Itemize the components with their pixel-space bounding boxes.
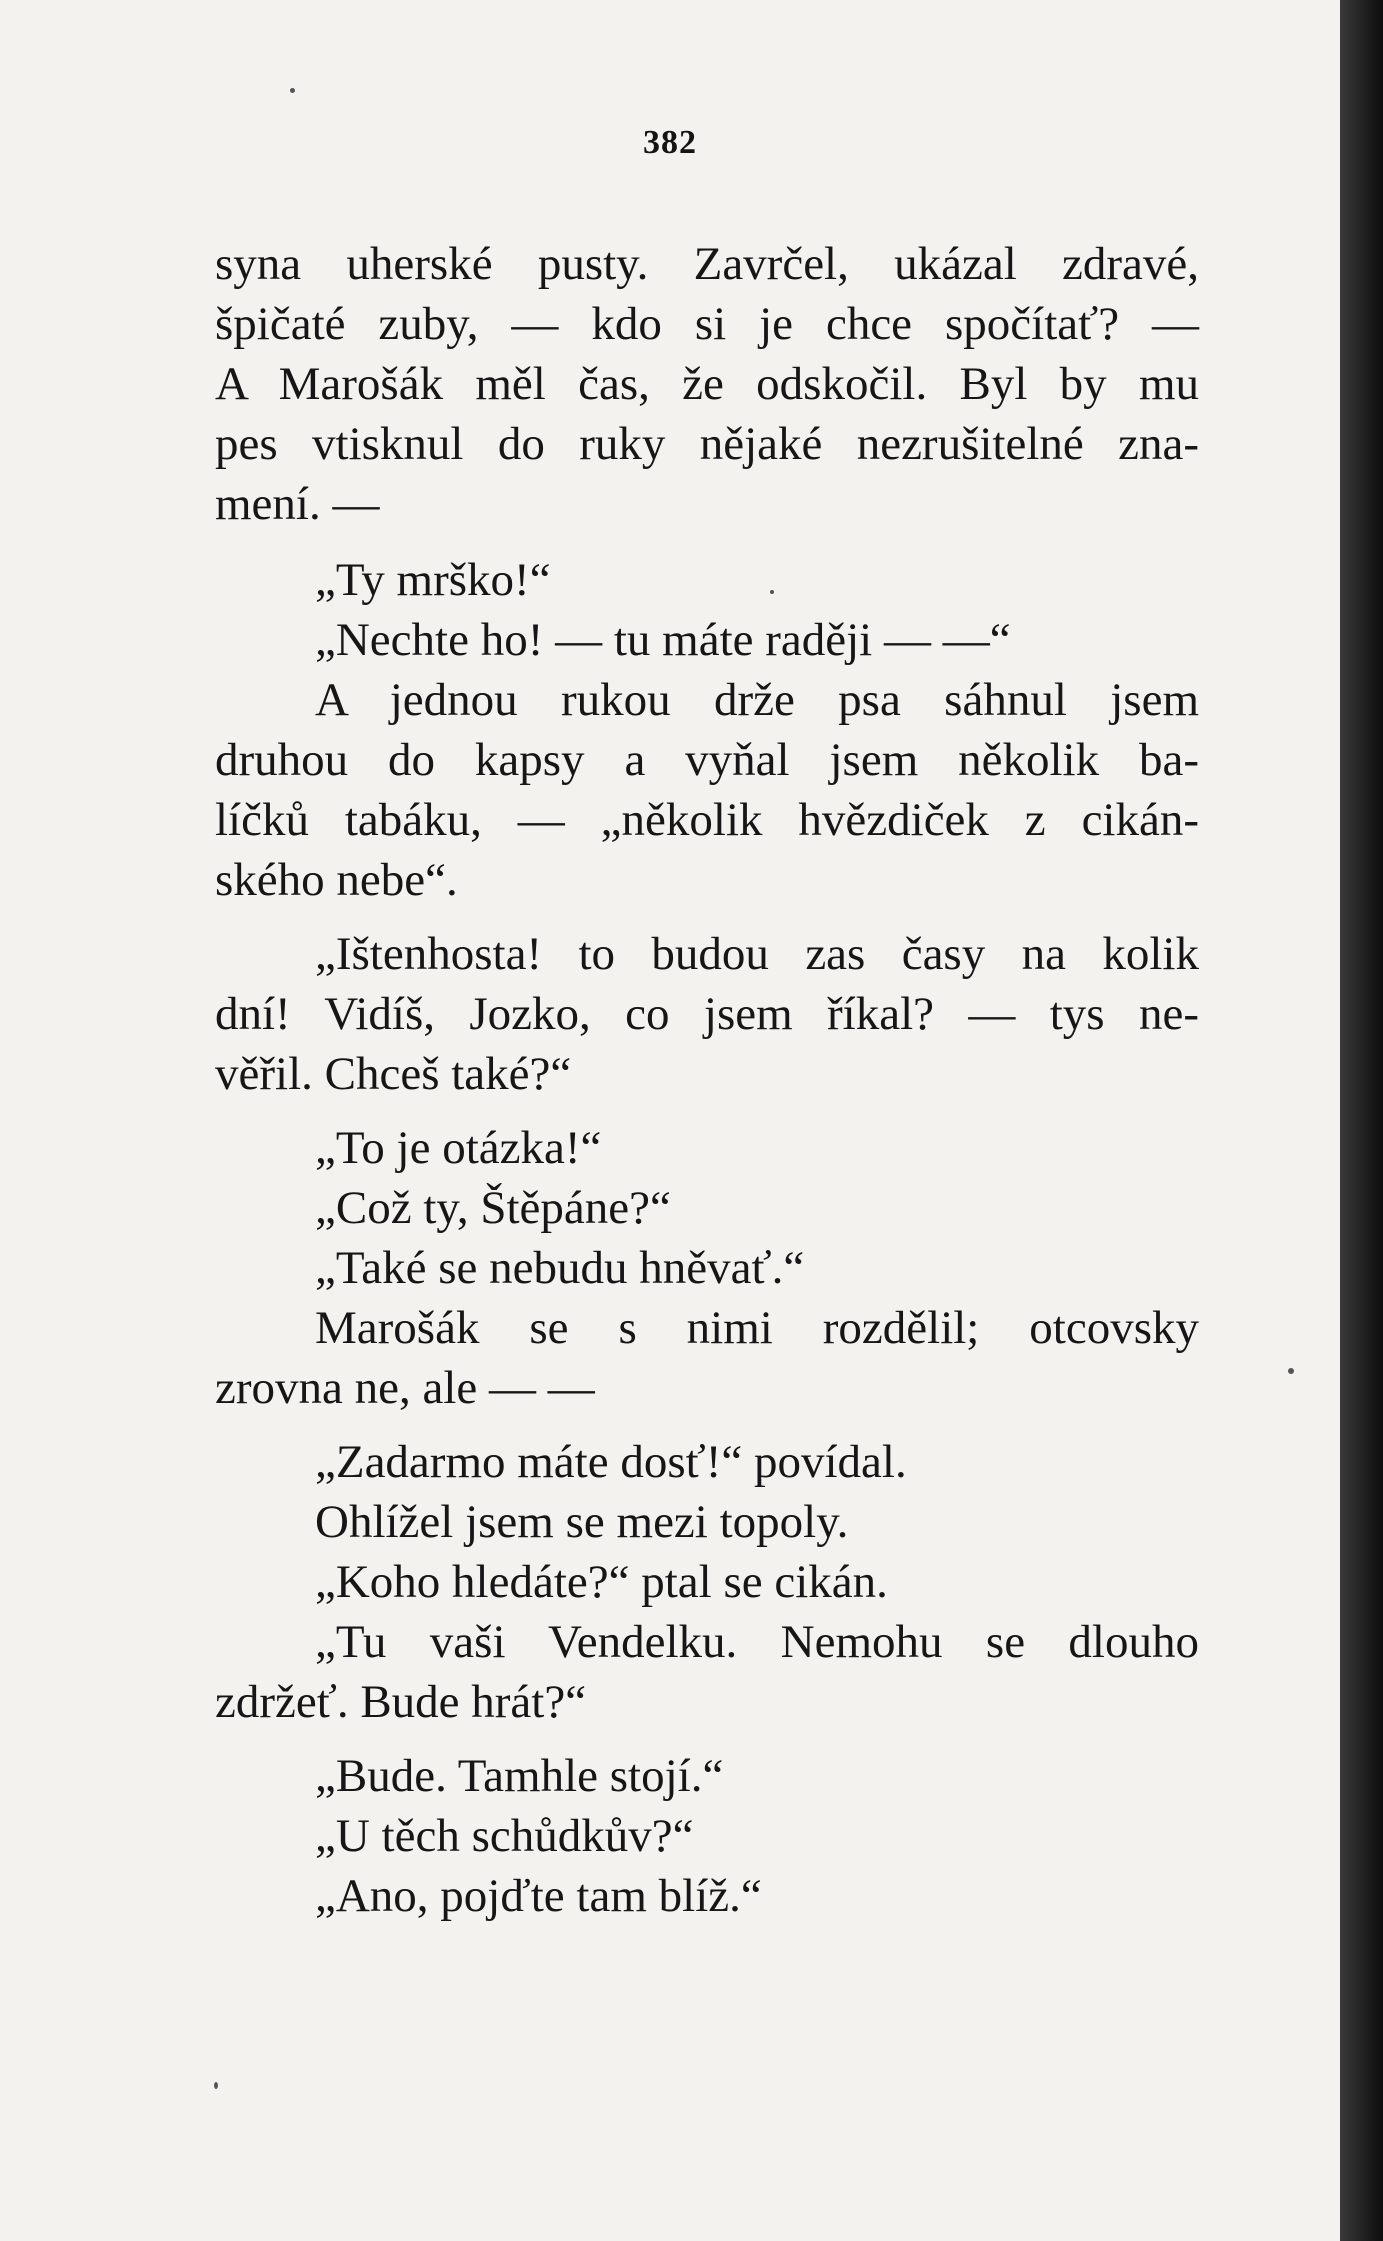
text-line: věřil. Chceš také?“ <box>215 1048 572 1100</box>
text-line: ského nebe“. <box>215 854 458 906</box>
text-line: „Zadarmo máte dosť!“ povídal. <box>315 1436 907 1488</box>
text-line: zrovna ne, ale — — <box>215 1362 595 1414</box>
paper-speck <box>1288 1368 1294 1374</box>
text-line: A Marošák měl čas, že odskočil. Byl by mu <box>215 358 1199 410</box>
paper-speck <box>214 2082 218 2089</box>
text-line: „Také se nebudu hněvať.“ <box>315 1242 805 1294</box>
text-line: druhou do kapsy a vyňal jsem několik ba- <box>215 734 1199 786</box>
text-line: zdržeť. Bude hrát?“ <box>215 1676 587 1728</box>
text-line: „Tu vaši Vendelku. Nemohu se dlouho <box>315 1616 1199 1668</box>
text-line: „Což ty, Štěpáne?“ <box>315 1182 671 1234</box>
text-line: „Ty mrško!“ <box>315 554 551 606</box>
text-line: pes vtisknul do ruky nějaké nezrušitelné zna- <box>215 418 1199 470</box>
text-line: „Bude. Tamhle stojí.“ <box>315 1750 724 1802</box>
text-line: „Koho hledáte?“ ptal se cikán. <box>315 1556 888 1608</box>
text-line: mení. — <box>215 478 380 530</box>
page-number: 382 <box>643 124 697 161</box>
page-edge-shadow <box>1340 0 1383 2241</box>
text-line: „U těch schůdkův?“ <box>315 1810 694 1862</box>
text-line: A jednou rukou drže psa sáhnul jsem <box>315 674 1199 726</box>
text-line: líčků tabáku, — „několik hvězdiček z cikán- <box>215 794 1199 846</box>
text-line: „Ano, pojďte tam blíž.“ <box>315 1870 762 1922</box>
text-line: špičaté zuby, — kdo si je chce spočítať? — <box>215 298 1199 350</box>
text-line: „To je otázka!“ <box>315 1122 602 1174</box>
text-line: „Nechte ho! — tu máte raději — —“ <box>315 614 1011 666</box>
paper-speck <box>290 88 295 93</box>
text-line: syna uherské pusty. Zavrčel, ukázal zdravé, <box>215 238 1199 290</box>
text-line: Ohlížel jsem se mezi topoly. <box>315 1496 849 1548</box>
text-line: „Ištenhosta! to budou zas časy na kolik <box>315 928 1199 980</box>
text-line: Marošák se s nimi rozdělil; otcovsky <box>315 1302 1199 1354</box>
text-line: dní! Vidíš, Jozko, co jsem říkal? — tys ne- <box>215 988 1199 1040</box>
paper-speck <box>770 590 774 594</box>
